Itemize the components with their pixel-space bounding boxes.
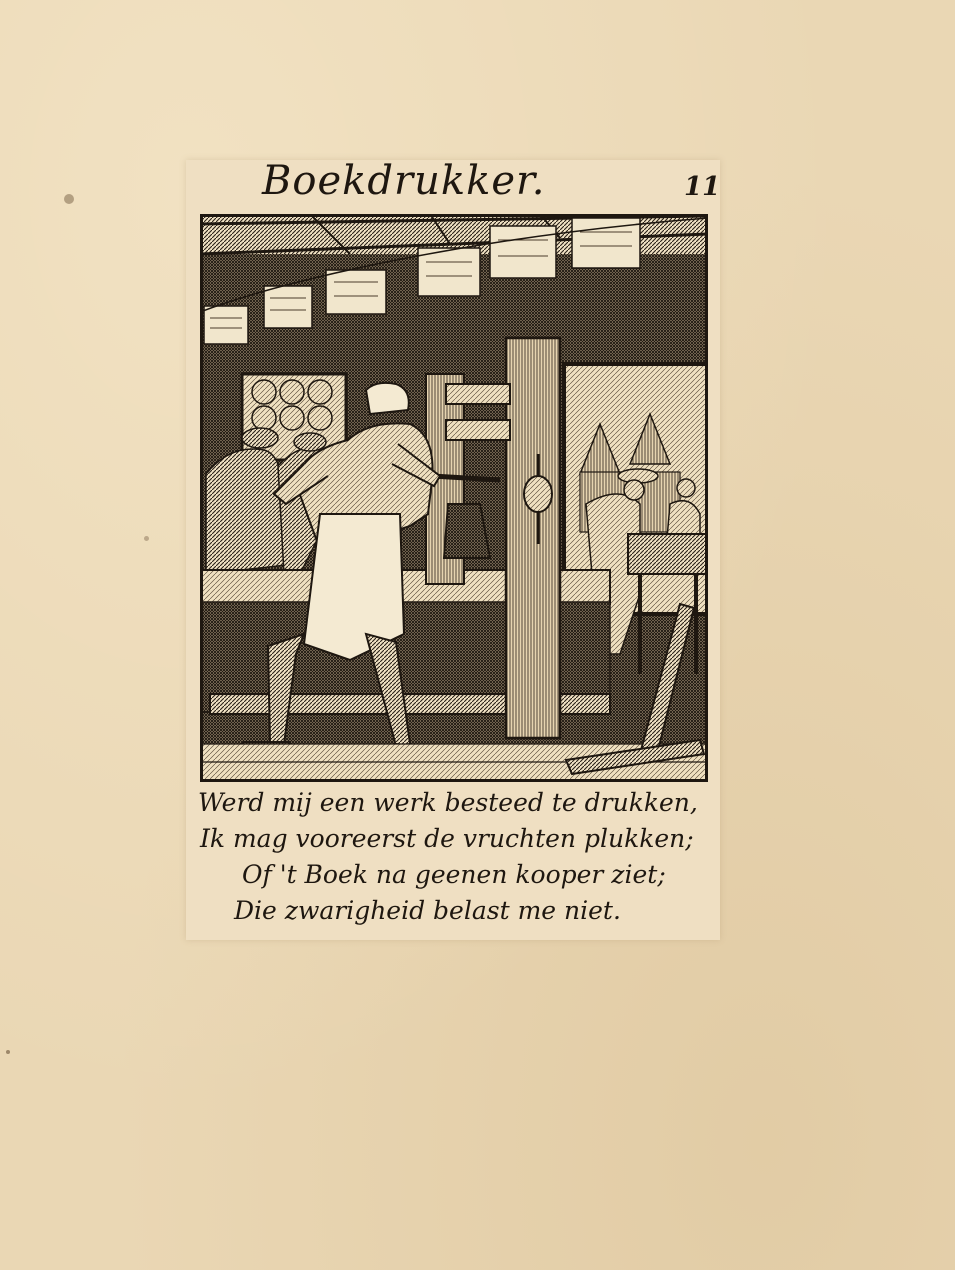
paper-speck: [64, 194, 74, 204]
printing-press-engraving: [200, 214, 708, 782]
verse-line: Of 't Boek na geenen kooper ziet;: [242, 860, 666, 889]
verse-line: Ik mag vooreerst de vruchten plukken;: [200, 824, 694, 853]
verse-line: Die zwarigheid belast me niet.: [234, 896, 621, 925]
verse-line: Werd mij een werk besteed te drukken,: [198, 788, 698, 817]
plate-title: Boekdrukker.: [262, 158, 546, 204]
paper-speck: [144, 536, 149, 541]
verse: [190, 785, 730, 929]
paper-speck: [6, 1050, 10, 1054]
plate-number: 11: [684, 172, 721, 202]
